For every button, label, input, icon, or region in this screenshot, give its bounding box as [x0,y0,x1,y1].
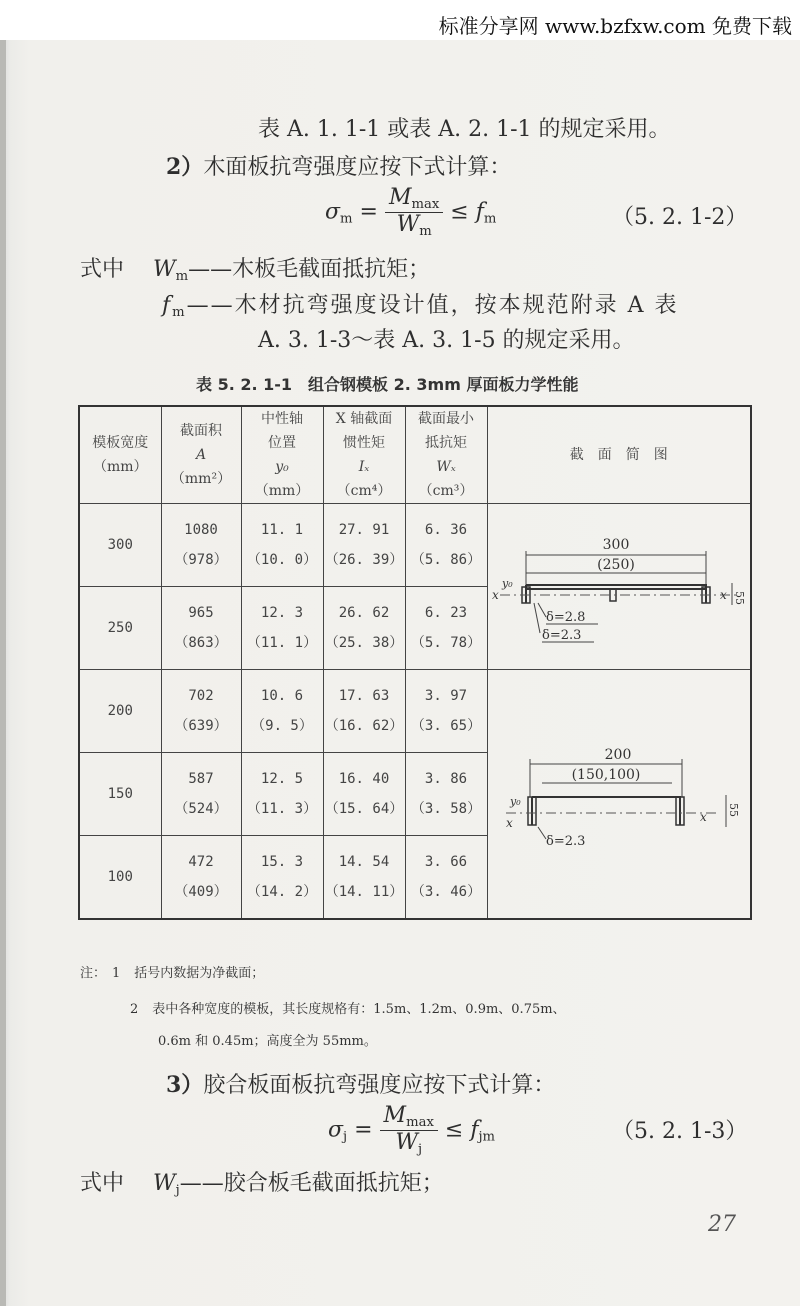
cell-ix [323,753,405,836]
cell-wx-net: （3. 58） [410,801,482,817]
header-width-unit: （mm） [92,459,148,475]
cell-y0-gross: 12. 5 [260,771,304,787]
dim-inner-250: (250) [596,556,635,573]
cell-wx-gross: 3. 97 [424,688,468,704]
fm-definition-line: $f_m——$木材抗弯强度设计值，按本规范附录 A 表 [162,293,679,320]
thickness-2-3-b: δ=2.3 [545,834,585,849]
cell-ix [323,670,405,753]
note-1-text: 括号内数据为净截面； [134,966,265,981]
cell-wx-net: （3. 46） [410,884,482,900]
thickness-2-8: δ=2.8 [545,609,585,625]
cell-width: 100 [79,836,161,920]
cell-area-gross: 702 [188,688,214,704]
table-row [79,670,751,753]
section-diagram-cell-1 [487,504,751,670]
table-header-row [79,406,751,504]
cell-y0 [241,587,323,670]
dim-width-300: 300 [602,536,629,553]
header-diagram: 截 面 简 图 [487,406,751,504]
header-inertia-label-2: 惯性矩 [343,435,385,451]
cell-area-gross: 1080 [184,522,218,538]
cell-ix [323,504,405,587]
table-title: 表 5. 2. 1-1 组合钢模板 2. 3mm 厚面板力学性能 [196,375,579,394]
cell-area-gross: 587 [188,771,214,787]
cell-area [161,670,241,753]
cell-wx [405,836,487,920]
fm-definition: ——木材抗弯强度设计值，按本规范附录 A 表 [186,293,679,318]
cell-wx-gross: 3. 86 [424,771,468,787]
page-spine-shadow [0,0,6,1306]
header-area-label: 截面积 [180,423,222,439]
cell-area [161,504,241,587]
page-number: 27 [708,1212,736,1237]
equation-5-2-1-3: $\sigma_j$ = $\frac{M_{max}}{W_j}$ ≤ $f_{jm}$ [328,1103,496,1157]
cell-y0-net: （11. 3） [246,801,318,817]
cell-y0-net: （10. 0） [246,552,318,568]
cell-y0-net: （11. 1） [246,635,318,651]
dim-width-200: 200 [604,747,631,763]
item-2-heading [166,150,511,181]
note-1-number: 1 [112,966,121,981]
cell-area-net: （639） [174,718,228,734]
cell-area-net: （409） [174,884,228,900]
cell-y0 [241,836,323,920]
header-neutral-axis [241,406,323,504]
cell-width: 300 [79,504,161,587]
cell-wx-net: （5. 86） [410,552,482,568]
cell-area [161,753,241,836]
note-2-number: 2 [130,1002,139,1017]
cell-y0-net: （14. 2） [246,884,318,900]
cell-y0 [241,504,323,587]
table-row [79,504,751,587]
cell-wx-gross: 3. 66 [424,854,468,870]
item-3-number: 3） [166,1072,204,1098]
header-width [79,406,161,504]
cell-y0 [241,670,323,753]
cell-wx [405,504,487,587]
notes-label: 注： [80,966,107,981]
equation-5-2-1-2: $\sigma_m$ = $\frac{M_{max}}{W_m}$ ≤ $f_m$ [325,185,497,239]
x-axis-label-2b: x [699,810,707,824]
cell-wx-gross: 6. 23 [424,605,468,621]
cell-area-net: （863） [174,635,228,651]
cell-ix-net: （15. 64） [324,801,404,817]
header-modulus-label-2: 抵抗矩 [425,435,467,451]
thickness-2-3-a: δ=2.3 [541,627,581,643]
cell-ix-gross: 16. 40 [338,771,390,787]
cell-wx [405,670,487,753]
dim-inner-150-100: (150,100) [571,767,640,783]
line-table-reference: 表 A. 1. 1-1 或表 A. 2. 1-1 的规定采用。 [258,117,671,142]
cell-y0 [241,753,323,836]
header-neutral-symbol: y₀ [275,459,289,475]
cell-y0-gross: 12. 3 [260,605,304,621]
cell-area-gross: 472 [188,854,214,870]
cell-ix-net: （16. 62） [324,718,404,734]
cell-ix-net: （25. 38） [324,635,404,651]
item-2-text: 木面板抗弯强度应按下式计算： [203,155,512,180]
where-label-1: 式中 [80,257,125,282]
header-neutral-label-2: 位置 [268,435,296,451]
note-2 [130,998,566,1017]
cell-wx-gross: 6. 36 [424,522,468,538]
cell-ix-gross: 14. 54 [338,854,390,870]
fm-definition-line-2: A. 3. 1-3～表 A. 3. 1-5 的规定采用。 [258,328,635,353]
header-area-symbol: A [195,447,207,463]
height-55-label-2: 55 [726,803,740,817]
wj-definition: ——胶合板毛截面抵抗矩； [179,1171,444,1196]
cell-wx [405,587,487,670]
item-3-heading [166,1068,555,1099]
steel-formwork-table [78,405,752,920]
note-2-continued: 0.6m 和 0.45m；高度全为 55mm。 [158,1034,377,1049]
x-axis-label-1: x [491,587,499,602]
header-modulus-unit: （cm³） [418,483,474,499]
header-area-unit: （mm²） [170,471,232,487]
watermark-banner [0,0,800,40]
cell-ix-gross: 17. 63 [338,688,390,704]
header-modulus-symbol: Wₓ [436,459,456,475]
x-axis-label-1b: x [719,587,727,602]
where-wm: 式中 $W_m——$木板毛截面抵抗矩； [80,257,431,284]
watermark-text: 标准分享网 www.bzfxw.com 免费下载 [438,14,792,38]
cell-area-net: （978） [174,552,228,568]
header-inertia-unit: （cm⁴） [336,483,392,499]
section-diagram-300 [488,505,750,669]
wm-definition: ——木板毛截面抵抗矩； [188,257,431,282]
cell-width: 200 [79,670,161,753]
header-modulus [405,406,487,504]
cell-ix-net: （26. 39） [324,552,404,568]
cell-area-net: （524） [174,801,228,817]
header-inertia-label: X 轴截面 [335,411,393,427]
header-neutral-unit: （mm） [254,483,310,499]
cell-ix-gross: 26. 62 [338,605,390,621]
cell-wx [405,753,487,836]
item-2-number: 2） [166,154,204,180]
x-axis-label-2: x [505,816,513,830]
cell-ix [323,836,405,920]
item-3-text: 胶合板面板抗弯强度应按下式计算： [203,1073,556,1098]
header-area [161,406,241,504]
header-neutral-label: 中性轴 [261,411,303,427]
cell-area [161,836,241,920]
section-diagram-cell-2 [487,670,751,920]
cell-area [161,587,241,670]
header-modulus-label: 截面最小 [418,411,474,427]
cell-y0-gross: 15. 3 [260,854,304,870]
cell-ix [323,587,405,670]
where-label-2: 式中 [80,1171,125,1196]
cell-wx-net: （5. 78） [410,635,482,651]
y0-label-2: y₀ [509,795,521,808]
y0-label-1: y₀ [501,576,513,590]
cell-ix-net: （14. 11） [324,884,404,900]
cell-ix-gross: 27. 91 [338,522,390,538]
cell-width: 250 [79,587,161,670]
height-55-label-1: 55 [732,590,746,605]
section-diagram-200 [488,671,750,917]
cell-area-gross: 965 [188,605,214,621]
cell-y0-net: （9. 5） [251,718,313,734]
cell-y0-gross: 10. 6 [260,688,304,704]
note-2-text: 表中各种宽度的模板，其长度规格有：1.5m、1.2m、0.9m、0.75m、 [152,1002,566,1017]
header-inertia-symbol: Iₓ [358,459,370,475]
cell-width: 150 [79,753,161,836]
equation-number-1: （5. 2. 1-2） [612,205,748,230]
equation-number-2: （5. 2. 1-3） [612,1119,748,1144]
where-wj: 式中 $W_j——$胶合板毛截面抵抗矩； [80,1171,444,1198]
cell-y0-gross: 11. 1 [260,522,304,538]
header-inertia [323,406,405,504]
note-1 [80,962,264,981]
cell-wx-net: （3. 65） [410,718,482,734]
header-width-label: 模板宽度 [92,435,149,451]
